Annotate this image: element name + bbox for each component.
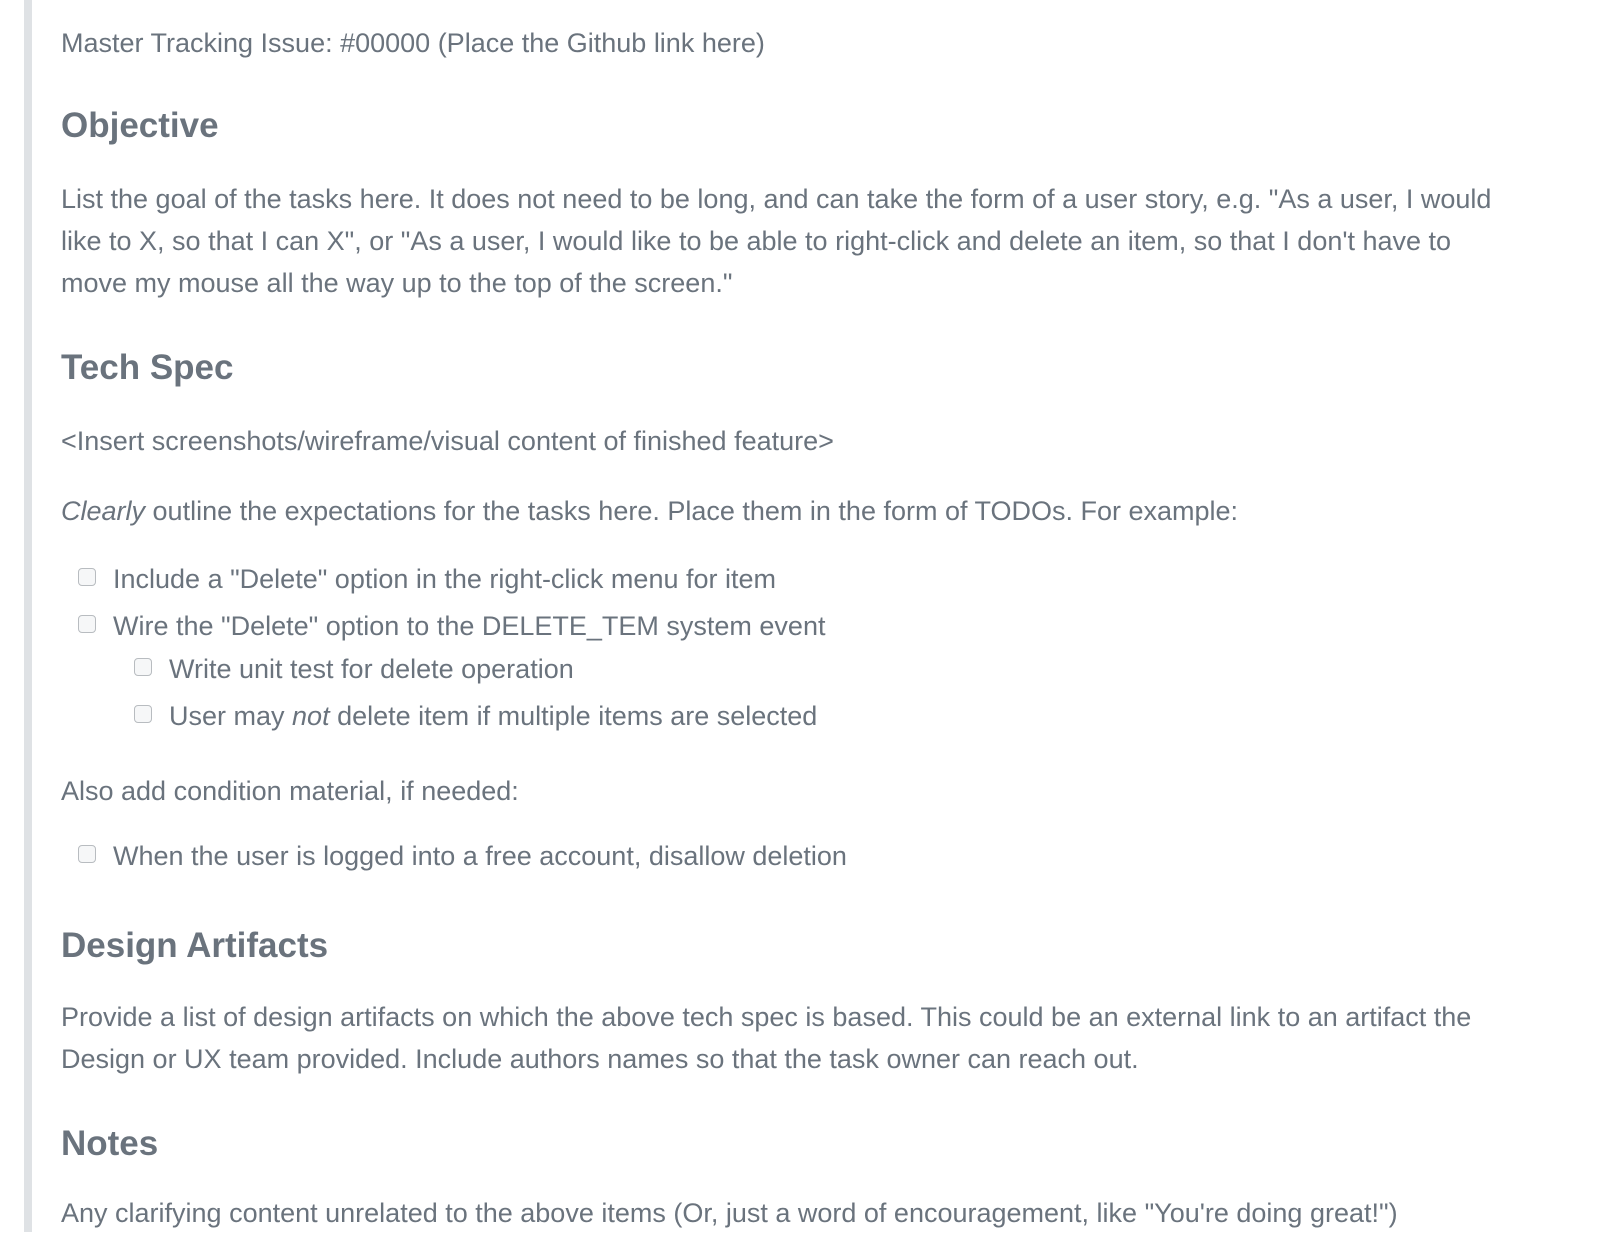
design-artifacts-paragraph [61, 996, 1571, 1080]
heading-notes: Notes [61, 1124, 159, 1163]
subtask-checkbox[interactable] [134, 658, 152, 676]
task-checkbox[interactable] [78, 615, 96, 633]
notes-paragraph: Any clarifying content unrelated to the above items (Or, just a word of encouragement, like "You're doing great!") [61, 1198, 1398, 1228]
objective-paragraph [61, 178, 1571, 304]
subtask-label-after: delete item if multiple items are selected [329, 701, 818, 731]
clearly-paragraph [61, 490, 1571, 532]
clearly-rest: outline the expectations for the tasks here. Place them in the form of TODOs. For example: [145, 496, 1239, 526]
task-checkbox[interactable] [78, 845, 96, 863]
heading-tech-spec: Tech Spec [61, 348, 234, 387]
objective-line-2: like to X, so that I can X", or "As a user, I would like to be able to right-click and delete an item, so that I don't have to [61, 226, 1452, 256]
task-label: When the user is logged into a free account, disallow deletion [113, 841, 847, 871]
blockquote [24, 0, 1584, 1232]
subtask-checkbox[interactable] [134, 705, 152, 723]
task-list-item [78, 561, 776, 597]
subtask-label [169, 698, 817, 734]
subtask-label: Write unit test for delete operation [169, 654, 574, 684]
task-list-item [78, 838, 847, 874]
subtask-list-item [134, 651, 574, 687]
subtask-label-emphasis: not [292, 701, 330, 731]
task-label: Include a "Delete" option in the right-click menu for item [113, 564, 776, 594]
task-list-item [78, 608, 825, 644]
task-checkbox[interactable] [78, 568, 96, 586]
objective-line-3: move my mouse all the way up to the top of the screen." [61, 268, 733, 298]
objective-line-1: List the goal of the tasks here. It does not need to be long, and can take the form of a user story, e.g. "As a user, I would [61, 184, 1492, 214]
design-line-2: Design or UX team provided. Include authors names so that the task owner can reach out. [61, 1044, 1139, 1074]
clearly-emphasis: Clearly [61, 496, 146, 526]
also-add-text: Also add condition material, if needed: [61, 776, 519, 806]
heading-objective: Objective [61, 106, 219, 145]
design-line-1: Provide a list of design artifacts on which the above tech spec is based. This could be an external link to an artifact the [61, 1002, 1472, 1032]
heading-design-artifacts: Design Artifacts [61, 926, 329, 965]
tracking-issue-line: Master Tracking Issue: #00000 (Place the Github link here) [61, 28, 765, 58]
subtask-label-before: User may [169, 701, 293, 731]
task-label: Wire the "Delete" option to the DELETE_TEM system event [113, 611, 826, 641]
subtask-list-item [134, 698, 817, 734]
insert-placeholder-text: <Insert screenshots/wireframe/visual content of finished feature> [61, 426, 834, 456]
